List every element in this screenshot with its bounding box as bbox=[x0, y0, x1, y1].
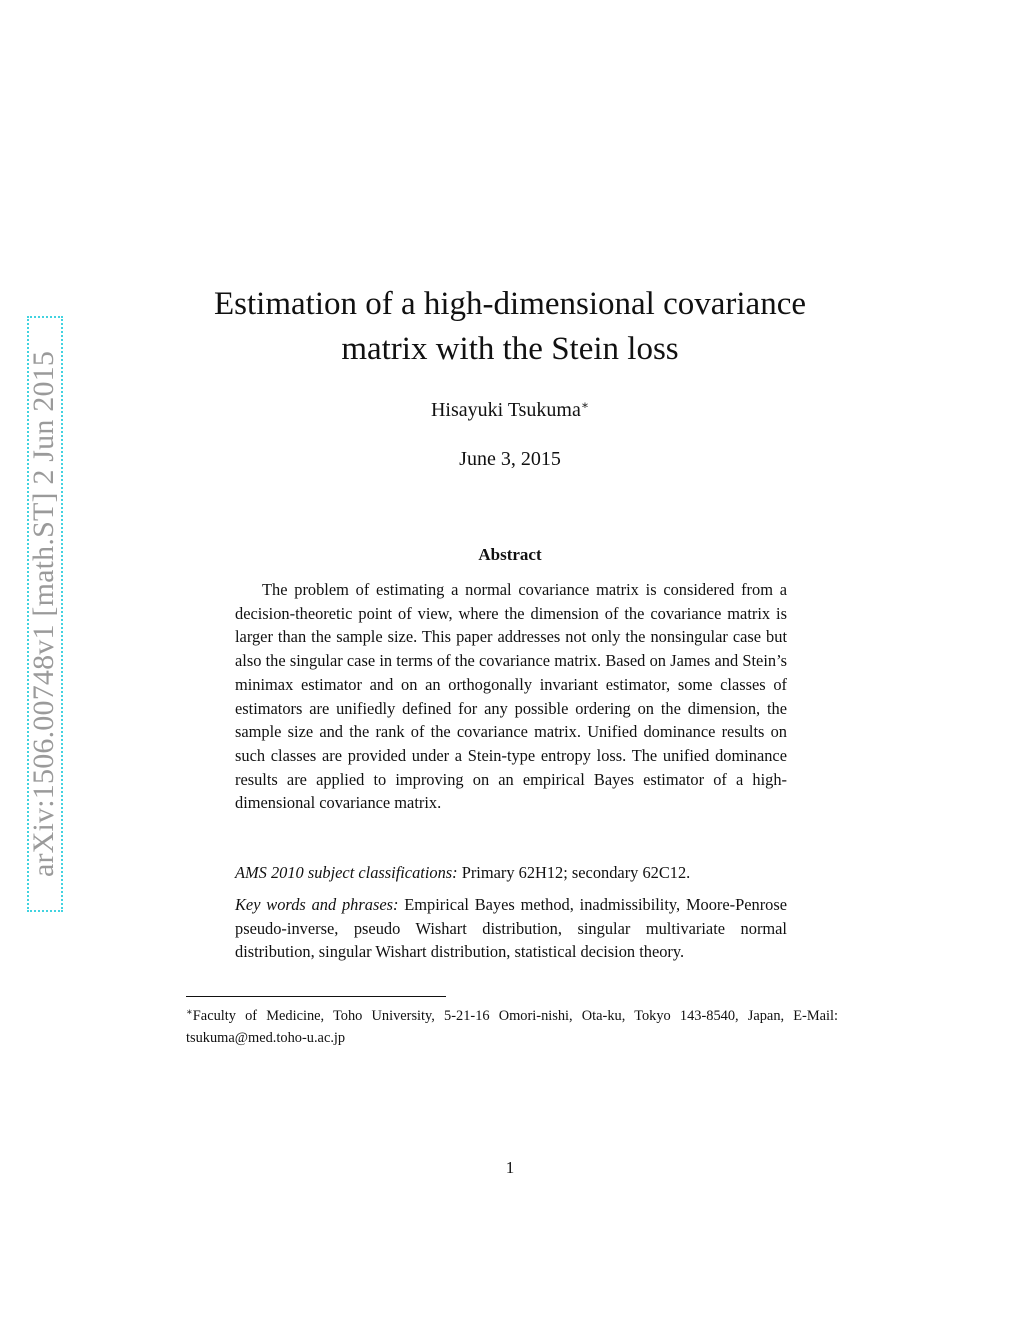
footnote bbox=[186, 1002, 838, 1049]
author bbox=[190, 398, 830, 422]
page-number: 1 bbox=[505, 1158, 515, 1177]
author-footnote-mark: ∗ bbox=[580, 398, 590, 412]
title-line-2: matrix with the Stein loss bbox=[341, 331, 679, 367]
keywords-label: Key words and phrases: bbox=[235, 895, 399, 914]
author-name: Hisayuki Tsukuma bbox=[430, 399, 581, 421]
ams-text: Primary 62H12; secondary 62C12. bbox=[461, 863, 691, 882]
abstract-text: The problem of estimating a normal covariance matrix is considered from a decision-theoretic point of view, where the dimension of the covariance matrix is larger than the sample size. This paper addresses not only the nonsingular case but also the singular case in terms of the covariance matrix. Based on James and Stein’s minimax estimator and on an orthogonally invariant estimator, some classes of estimators are unifiedly defined for any possible ordering on the dimension, the sample size and the rank of the covariance matrix. Unified dominance results on such classes are provided under a Stein-type entropy loss. The unified dominance results are applied to improving on an empirical Bayes estimator of a high-dimensional covariance matrix. bbox=[235, 580, 787, 813]
paper-date: June 3, 2015 bbox=[459, 448, 561, 470]
ams-label: AMS 2010 subject classifications: bbox=[235, 863, 458, 882]
title-line-1: Estimation of a high-dimensional covariance bbox=[214, 286, 806, 322]
keywords-text: Empirical Bayes method, inadmissibility, Moore-Penrose pseudo-inverse, pseudo Wishart distribution, singular multivariate normal distribution, singular Wishart distribution, statistical decision theory. bbox=[235, 895, 788, 962]
footnote-text: Faculty of Medicine, Toho University, 5-21-16 Omori-nishi, Ota-ku, Tokyo 143-8540, Japan, E-Mail: tsukuma@med.toho-u.ac.jp bbox=[186, 1008, 838, 1046]
footnote-mark: ∗ bbox=[186, 1007, 193, 1018]
arxiv-identifier: arXiv:1506.00748v1 [math.ST] 2 Jun 2015 bbox=[27, 350, 60, 878]
abstract-heading: Abstract bbox=[478, 545, 542, 564]
keywords bbox=[235, 893, 787, 964]
paper-title bbox=[190, 282, 830, 372]
ams-classification bbox=[235, 861, 787, 885]
footnote-rule bbox=[186, 996, 446, 997]
